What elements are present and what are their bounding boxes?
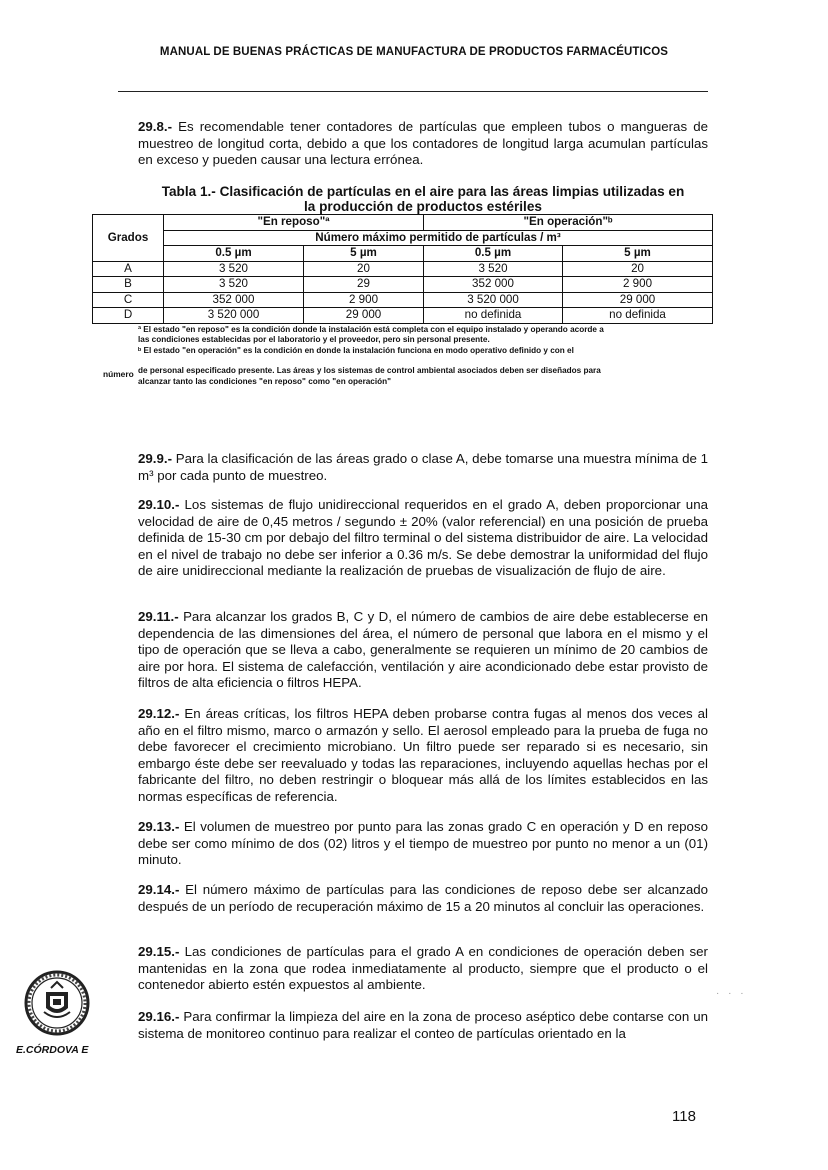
value-cell: 3 520 000 — [424, 292, 563, 308]
paragraph-text: Las condiciones de partículas para el grado A en condiciones de operación deben ser mantenidas en la zona que rodea inmediatamente al producto, siempre que el producto o el contenedor abierto estén expuestos al ambiente. — [138, 944, 708, 993]
header-en-reposo: "En reposo"ª — [164, 215, 424, 231]
paragraph-number: 29.15.- — [138, 944, 180, 959]
paragraph-number: 29.13.- — [138, 819, 180, 834]
value-cell: 20 — [563, 261, 713, 277]
value-cell: 2 900 — [563, 277, 713, 293]
header-numero-maximo: Número máximo permitido de partículas / m³ — [164, 230, 713, 246]
paragraph-29-11 — [138, 609, 708, 692]
signature: E.CÓRDOVA E — [16, 1044, 89, 1056]
value-cell: no definida — [563, 308, 713, 324]
size-reposo-5: 5 µm — [304, 246, 424, 262]
paragraph-number: 29.10.- — [138, 497, 180, 512]
value-cell: 2 900 — [304, 292, 424, 308]
size-operacion-0-5: 0.5 µm — [424, 246, 563, 262]
paragraph-text: Es recomendable tener contadores de partículas que empleen tubos o mangueras de muestreo de longitud corta, debido a que los contadores de longitud larga acumulan partículas en exceso y pueden causar una lectura errónea. — [138, 119, 708, 168]
paragraph-number: 29.9.- — [138, 451, 173, 466]
paragraph-29-13 — [138, 819, 708, 869]
paragraph-text: El número máximo de partículas para las condiciones de reposo debe ser alcanzado después de un período de recuperación máximo de 15 a 20 minutos al concluir las operaciones. — [138, 882, 708, 914]
grade-cell: D — [93, 308, 164, 324]
table-subheader-row — [93, 230, 713, 246]
footnote-b-line-1: ᵇ El estado "en operación" es la condición en donde la instalación funciona en modo operativo definido y con el — [138, 345, 574, 355]
paragraph-text: Para la clasificación de las áreas grado o clase A, debe tomarse una muestra mínima de 1 m³ por cada punto de muestreo. — [138, 451, 708, 483]
paragraph-text: Para confirmar la limpieza del aire en la zona de proceso aséptico debe contarse con un sistema de monitoreo continuo para realizar el conteo de partículas orientado en la — [138, 1009, 708, 1041]
table-header-row — [93, 215, 713, 231]
value-cell: 29 000 — [563, 292, 713, 308]
paragraph-number: 29.14.- — [138, 882, 180, 897]
footnote-b-line-3: alcanzar tanto las condiciones "en reposo" como "en operación" — [138, 376, 392, 386]
page-number: 118 — [672, 1108, 696, 1125]
document-header: MANUAL DE BUENAS PRÁCTICAS DE MANUFACTURA DE PRODUCTOS FARMACÉUTICOS — [159, 46, 669, 58]
paragraph-number: 29.11.- — [138, 609, 179, 624]
header-rule — [118, 91, 708, 92]
table-row — [93, 277, 713, 293]
grade-cell: B — [93, 277, 164, 293]
size-reposo-0-5: 0.5 µm — [164, 246, 304, 262]
paragraph-29-15 — [138, 944, 708, 994]
paragraph-29-16 — [138, 1009, 708, 1042]
paragraph-29-9 — [138, 451, 708, 484]
footnote-stray-word: número — [103, 369, 134, 379]
table-size-row — [93, 246, 713, 262]
footnote-b-line-2: de personal especificado presente. Las áreas y los sistemas de control ambiental asociados deben ser diseñados para — [138, 366, 601, 376]
footnote-a-line-1: ª El estado "en reposo" es la condición donde la instalación está completa con el equipo instalado y operando acorde a — [138, 325, 604, 334]
table-title-line-1: Tabla 1.- Clasificación de partículas en el aire para las áreas limpias utilizadas en — [161, 184, 685, 199]
header-en-operacion: "En operación"ᵇ — [424, 215, 713, 231]
value-cell: 20 — [304, 261, 424, 277]
particle-classification-table — [92, 214, 713, 324]
paragraph-number: 29.12.- — [138, 706, 180, 721]
table-row — [93, 292, 713, 308]
value-cell: 3 520 — [164, 277, 304, 293]
grade-cell: C — [93, 292, 164, 308]
paragraph-29-14 — [138, 882, 708, 915]
paragraph-text: Los sistemas de flujo unidireccional requeridos en el grado A, deben proporcionar una velocidad de aire de 0,45 metros / segundo ± 20% (valor referencial) en una posición de prueba definida de 15-30 cm por debajo del filtro terminal o del sistema distribuidor de aire. La velocidad en el nivel de trabajo no debe ser inferior a 0.36 m/s. Se debe demostrar la uniformidad del flujo de aire unidireccional mediante la realización de pruebas de visualización de flujo de aire. — [138, 497, 708, 579]
paragraph-text: El volumen de muestreo por punto para las zonas grado C en operación y D en reposo debe ser como mínimo de dos (02) litros y el tiempo de muestreo por punto no menor a un (01) minuto. — [138, 819, 708, 868]
value-cell: no definida — [424, 308, 563, 324]
table-title — [140, 184, 706, 214]
value-cell: 3 520 — [424, 261, 563, 277]
header-grados: Grados — [93, 215, 164, 262]
table-row — [93, 261, 713, 277]
paragraph-number: 29.16.- — [138, 1009, 180, 1024]
paragraph-29-12 — [138, 706, 708, 806]
paragraph-29-10 — [138, 497, 708, 580]
size-operacion-5: 5 µm — [563, 246, 713, 262]
value-cell: 29 — [304, 277, 424, 293]
value-cell: 352 000 — [424, 277, 563, 293]
value-cell: 352 000 — [164, 292, 304, 308]
grade-cell: A — [93, 261, 164, 277]
value-cell: 3 520 — [164, 261, 304, 277]
scan-specks: · · · — [716, 988, 747, 999]
value-cell: 3 520 000 — [164, 308, 304, 324]
table-row — [93, 308, 713, 324]
value-cell: 29 000 — [304, 308, 424, 324]
footnote-a-line-2: las condiciones establecidas por el laboratorio y el proveedor, pero sin personal presente. — [138, 335, 490, 345]
paragraph-text: En áreas críticas, los filtros HEPA deben probarse contra fugas al menos dos veces al año en el filtro mismo, marco o armazón y sello. El aerosol empleado para la prueba de fuga no debe favorecer el crecimiento microbiano. Un filtro puede ser reparado si es necesario, sin embargo éste debe ser reevaluado y todas las reparaciones, incluyendo aquellas hechas por el fabricante del filtro, no deben restringir o bloquear más allá de los límites establecidos en las normas específicas de referencia. — [138, 706, 708, 804]
official-seal-icon — [24, 970, 90, 1036]
paragraph-text: Para alcanzar los grados B, C y D, el número de cambios de aire debe establecerse en dependencia de las dimensiones del área, el número de personal que labora en el mismo y el tipo de operación que se lleva a cabo, generalmente se requieren un mínimo de 20 cambios de aire por hora. El sistema de calefacción, ventilación y aire acondicionado debe estar provisto de filtros de alta eficiencia o filtros HEPA. — [138, 609, 708, 691]
table-footnotes — [138, 325, 716, 387]
paragraph-29-8 — [138, 119, 708, 169]
table-title-line-2: la producción de productos estériles — [304, 199, 542, 214]
paragraph-number: 29.8.- — [138, 119, 173, 134]
